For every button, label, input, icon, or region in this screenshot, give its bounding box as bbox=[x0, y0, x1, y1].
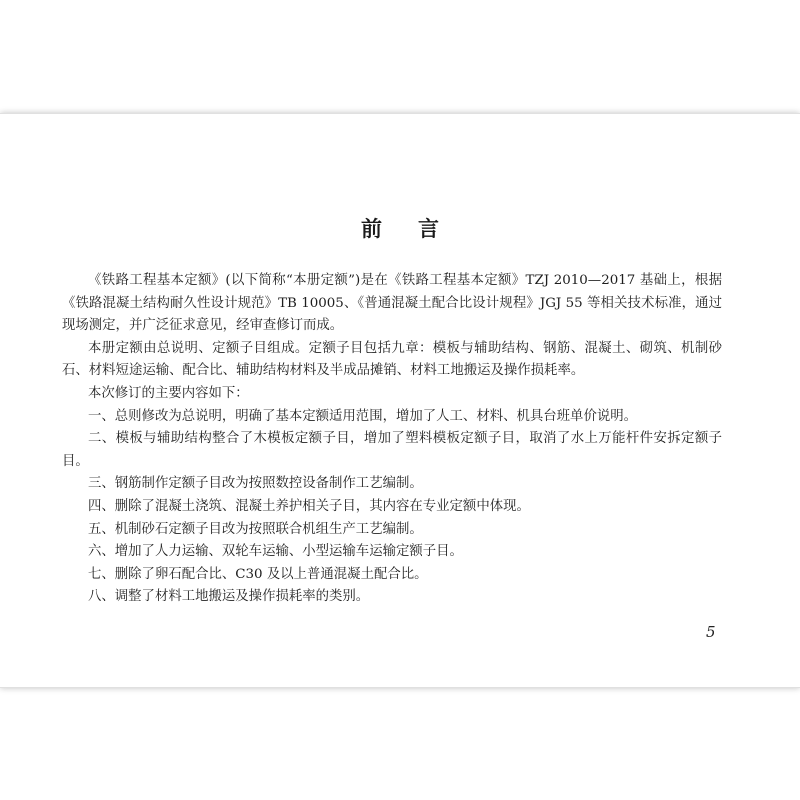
page-title bbox=[0, 213, 800, 243]
preface-body bbox=[62, 270, 722, 609]
page-number: 5 bbox=[706, 623, 716, 641]
revision-item-3: 三、钢筋制作定额子目改为按照数控设备制作工艺编制。 bbox=[88, 476, 423, 492]
revision-item-5: 五、机制砂石定额子目改为按照联合机组生产工艺编制。 bbox=[88, 521, 423, 537]
title-char-right: 言 bbox=[418, 217, 439, 241]
revision-item-2: 二、模板与辅助结构整合了木模板定额子目，增加了塑料模板定额子目，取消了水上万能杆件安拆定额子目。 bbox=[62, 431, 722, 469]
paragraph-composition: 本册定额由总说明、定额子目组成。定额子目包括九章：模板与辅助结构、钢筋、混凝土、砌筑、机制砂石、材料短途运输、配合比、辅助结构材料及半成品摊销、材料工地搬运及操作损耗率。 bbox=[62, 340, 722, 379]
paragraph-revision-lead: 本次修订的主要内容如下： bbox=[88, 385, 249, 401]
title-char-left: 前 bbox=[361, 217, 382, 241]
revision-item-7: 七、删除了卵石配合比、C30 及以上普通混凝土配合比。 bbox=[88, 566, 428, 582]
revision-item-4: 四、删除了混凝土浇筑、混凝土养护相关子目，其内容在专业定额中体现。 bbox=[88, 498, 530, 514]
revision-item-1: 一、总则修改为总说明，明确了基本定额适用范围，增加了人工、材料、机具台班单价说明。 bbox=[88, 408, 638, 424]
paragraph-intro: 《铁路工程基本定额》(以下简称“本册定额”)是在《铁路工程基本定额》TZJ 2010—2017 基础上，根据《铁路混凝土结构耐久性设计规范》TB 10005、《普通混凝土配合比设计规程》JGJ 55 等相关技术标准，通过现场测定，并广泛征求意见，经审查修订而成。 bbox=[62, 273, 722, 334]
revision-item-6: 六、增加了人力运输、双轮车运输、小型运输车运输定额子目。 bbox=[88, 544, 463, 560]
revision-item-8: 八、调整了材料工地搬运及操作损耗率的类别。 bbox=[88, 589, 370, 605]
